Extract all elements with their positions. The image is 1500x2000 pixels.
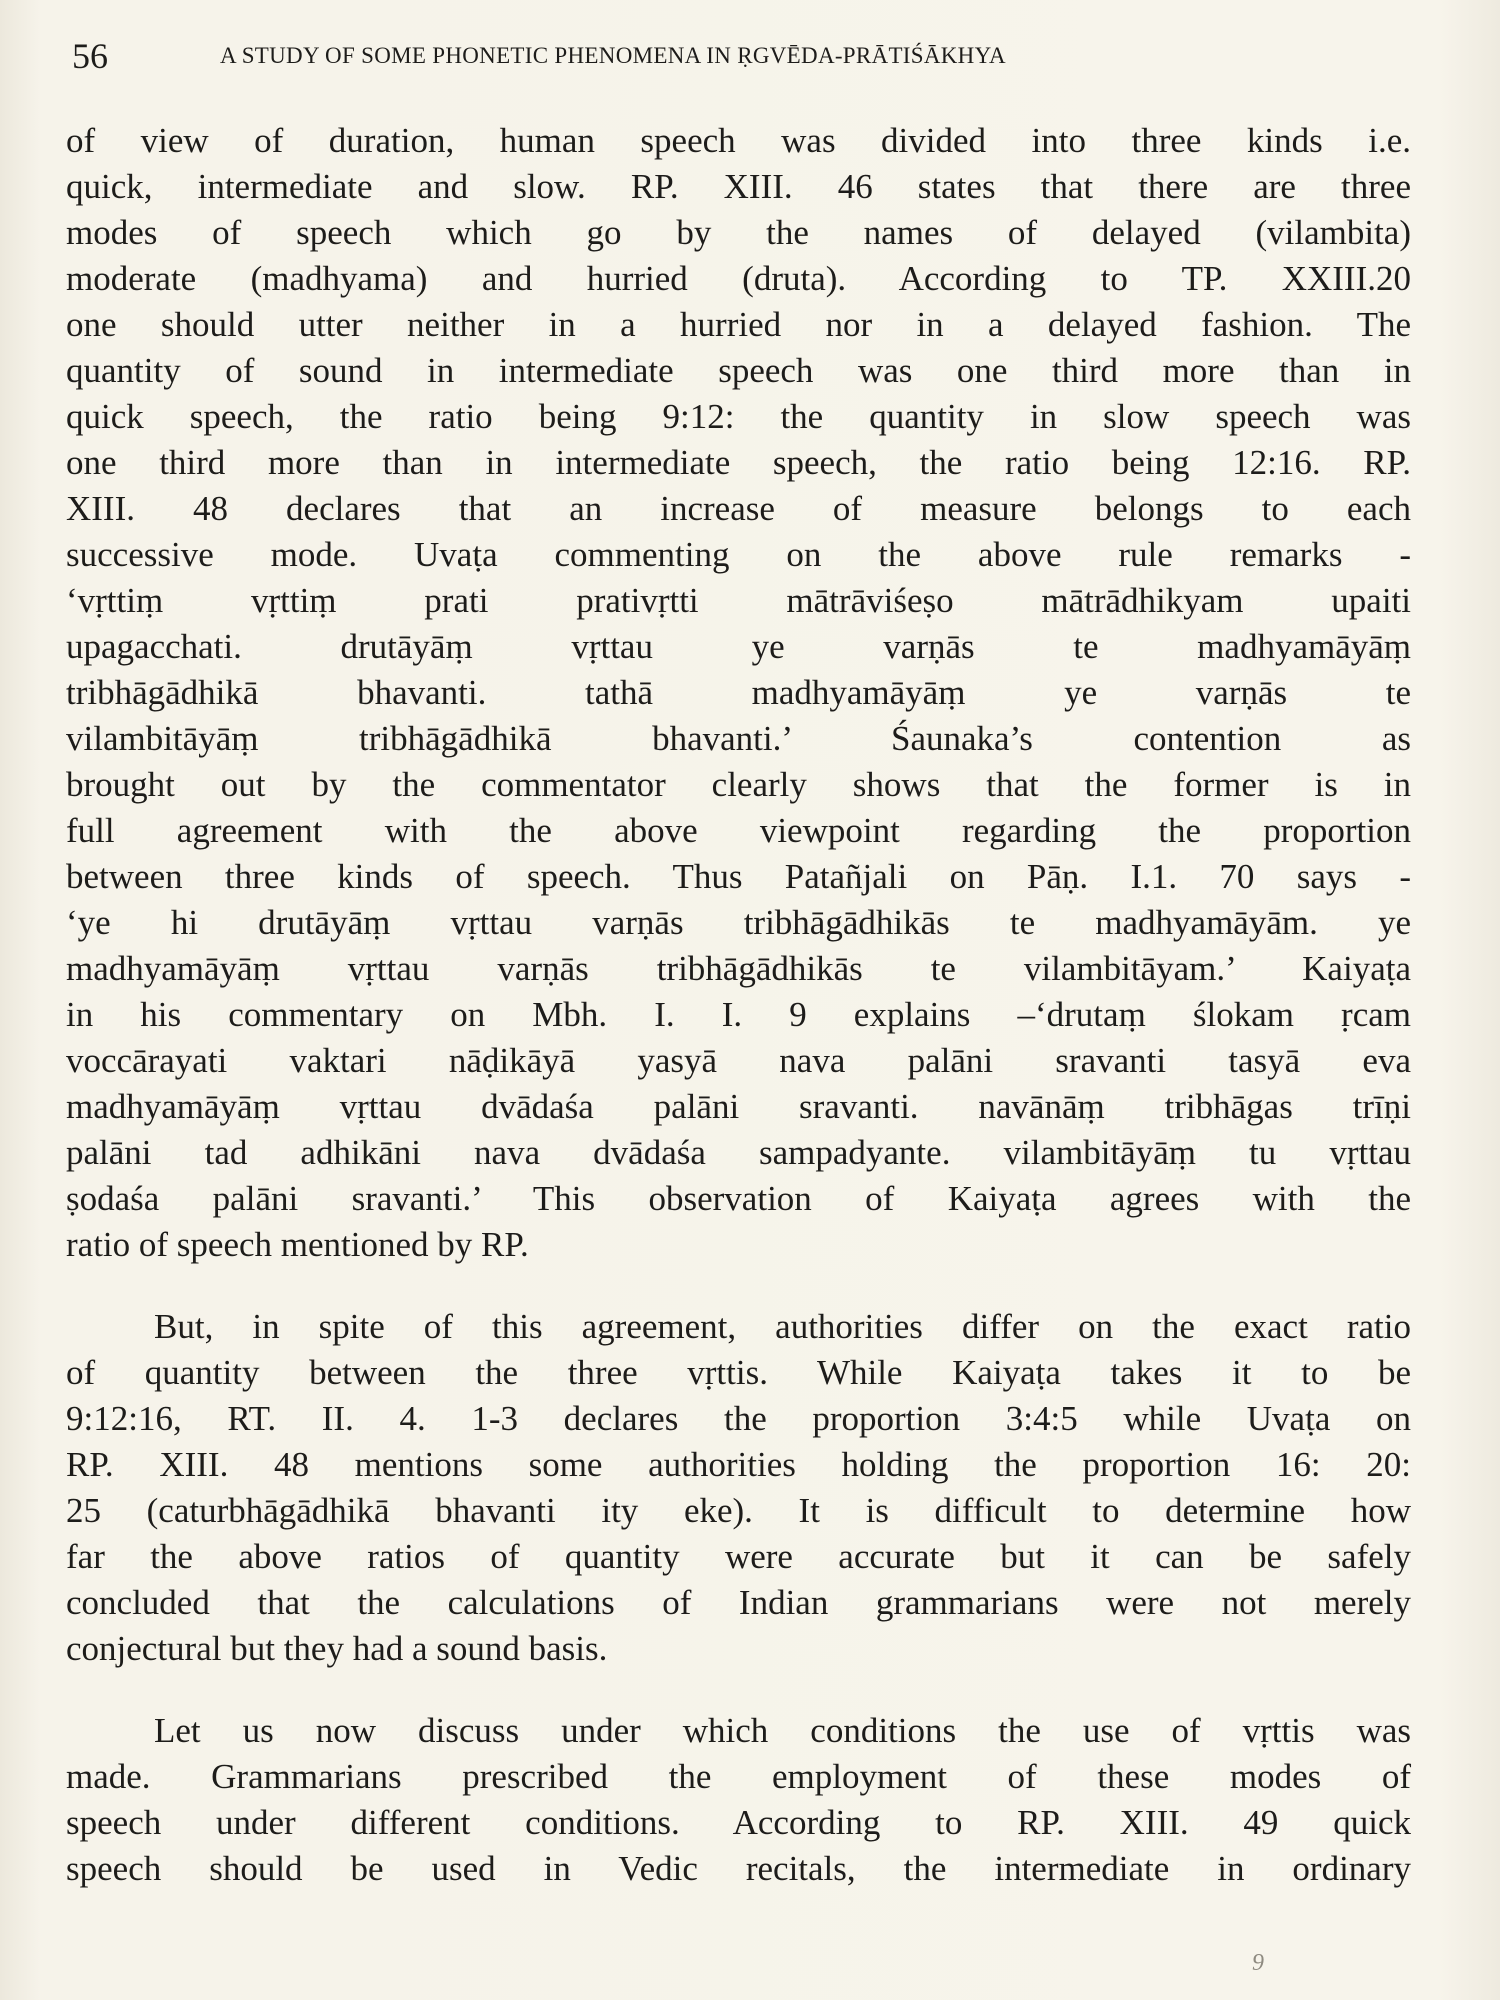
text-line: conjectural but they had a sound basis.	[66, 1629, 608, 1668]
pencil-page-mark: 9	[1252, 1950, 1264, 1976]
text-line: upagacchati. drutāyāṃ vṛttau ye varṇās te madhyamāyāṃ	[66, 627, 1411, 666]
text-line: one should utter neither in a hurried nor in a delayed fashion. The	[66, 305, 1411, 344]
text-line: brought out by the commentator clearly shows that the former is in	[66, 765, 1411, 804]
text-line: far the above ratios of quantity were accurate but it can be safely	[66, 1537, 1411, 1576]
text-line: between three kinds of speech. Thus Patañjali on Pāṇ. I.1. 70 says -	[66, 857, 1411, 896]
text-line: madhyamāyāṃ vṛttau dvādaśa palāni sravanti. navānāṃ tribhāgas trīṇi	[66, 1087, 1411, 1126]
text-line: speech under different conditions. According to RP. XIII. 49 quick	[66, 1803, 1411, 1842]
paragraph-3	[66, 1708, 1411, 1892]
text-line: quick speech, the ratio being 9:12: the quantity in slow speech was	[66, 397, 1411, 436]
paragraph-2	[66, 1304, 1411, 1672]
text-line: quantity of sound in intermediate speech was one third more than in	[66, 351, 1411, 390]
text-line: But, in spite of this agreement, authorities differ on the exact ratio	[154, 1307, 1411, 1346]
text-line: in his commentary on Mbh. I. I. 9 explains –‘drutaṃ ślokam ṛcam	[66, 995, 1411, 1034]
text-line: of quantity between the three vṛttis. While Kaiyaṭa takes it to be	[66, 1353, 1411, 1392]
text-line: 25 (caturbhāgādhikā bhavanti ity eke). It is difficult to determine how	[66, 1491, 1411, 1530]
paragraph-1	[66, 118, 1411, 1268]
text-line: successive mode. Uvaṭa commenting on the above rule remarks -	[66, 535, 1411, 574]
body-text	[66, 118, 1411, 1892]
text-line: voccārayati vaktari nāḍikāyā yasyā nava palāni sravanti tasyā eva	[66, 1041, 1411, 1080]
text-line: concluded that the calculations of Indian grammarians were not merely	[66, 1583, 1411, 1622]
text-line: ‘ye hi drutāyāṃ vṛttau varṇās tribhāgādhikās te madhyamāyām. ye	[66, 903, 1411, 942]
text-line: XIII. 48 declares that an increase of measure belongs to each	[66, 489, 1411, 528]
text-line: quick, intermediate and slow. RP. XIII. 46 states that there are three	[66, 167, 1411, 206]
text-line: 9:12:16, RT. II. 4. 1-3 declares the proportion 3:4:5 while Uvaṭa on	[66, 1399, 1411, 1438]
text-line: moderate (madhyama) and hurried (druta). According to TP. XXIII.20	[66, 259, 1411, 298]
text-line: of view of duration, human speech was divided into three kinds i.e.	[66, 121, 1411, 160]
text-line: one third more than in intermediate speech, the ratio being 12:16. RP.	[66, 443, 1411, 482]
page-header	[72, 36, 1432, 76]
page-number: 56	[72, 36, 108, 76]
text-line: vilambitāyāṃ tribhāgādhikā bhavanti.’ Śaunaka’s contention as	[66, 719, 1411, 758]
text-line: madhyamāyāṃ vṛttau varṇās tribhāgādhikās te vilambitāyam.’ Kaiyaṭa	[66, 949, 1411, 988]
text-line: palāni tad adhikāni nava dvādaśa sampadyante. vilambitāyāṃ tu vṛttau	[66, 1133, 1411, 1172]
text-line: speech should be used in Vedic recitals, the intermediate in ordinary	[66, 1849, 1411, 1888]
text-line: made. Grammarians prescribed the employment of these modes of	[66, 1757, 1411, 1796]
text-line: ratio of speech mentioned by RP.	[66, 1225, 529, 1264]
text-line: full agreement with the above viewpoint regarding the proportion	[66, 811, 1411, 850]
text-line: modes of speech which go by the names of delayed (vilambita)	[66, 213, 1411, 252]
running-title: A STUDY OF SOME PHONETIC PHENOMENA IN ṚGVĒDA-PRĀTIŚĀKHYA	[220, 43, 1006, 68]
text-line: Let us now discuss under which conditions the use of vṛttis was	[154, 1711, 1411, 1750]
text-line: ‘vṛttiṃ vṛttiṃ prati prativṛtti mātrāviśeṣo mātrādhikyam upaiti	[66, 581, 1411, 620]
text-line: RP. XIII. 48 mentions some authorities holding the proportion 16: 20:	[66, 1445, 1411, 1484]
text-line: ṣodaśa palāni sravanti.’ This observation of Kaiyaṭa agrees with the	[66, 1179, 1411, 1218]
text-line: tribhāgādhikā bhavanti. tathā madhyamāyāṃ ye varṇās te	[66, 673, 1411, 712]
